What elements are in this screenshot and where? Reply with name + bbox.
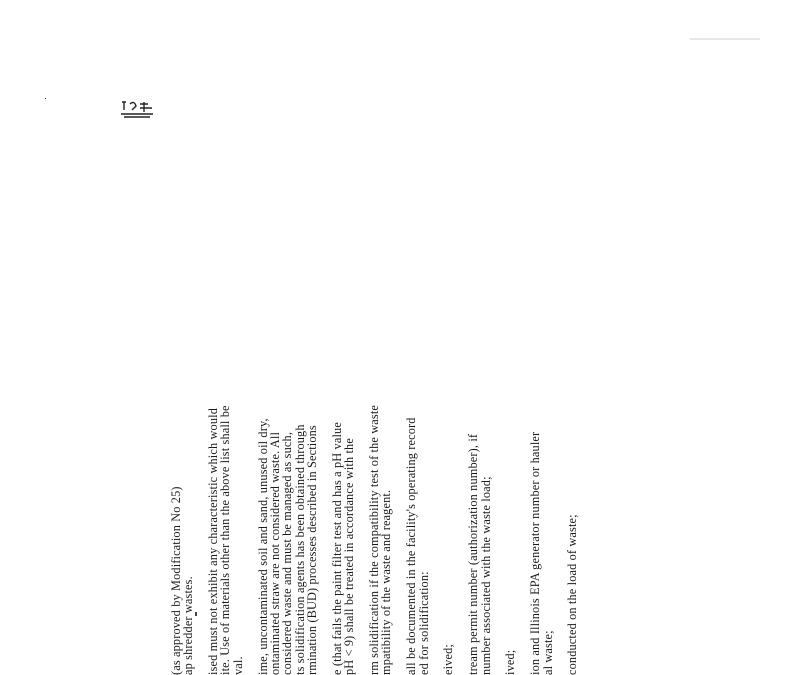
text-line: rm solidification if the compatibility test of the waste [367, 405, 382, 675]
paragraph-gap [157, 155, 169, 675]
text-line: al waste; [540, 630, 555, 675]
text-line: tream permit number (authorization number), if [466, 433, 481, 675]
text-line: ts solidification agents has been obtained through [292, 424, 307, 675]
text-line: ed for solidification: [416, 571, 431, 675]
text-line: ontaminated straw are not considered waste. All [267, 431, 282, 675]
text-line: ite. Use of materials other than the above list shall be [218, 405, 233, 675]
text-line: ised must not exhibit any characteristic which would [205, 408, 220, 675]
scan-edge-line [690, 38, 760, 40]
text-line: ived; [503, 649, 518, 675]
scan-speck [45, 98, 46, 99]
text-line: conducted on the load of waste; [565, 514, 580, 675]
text-line [145, 155, 157, 675]
text-line: pH < 9) shall be treated in accordance with the [342, 438, 357, 675]
paragraph-gap [492, 155, 504, 675]
text-line: val. [230, 656, 245, 675]
page-stamp-mark [118, 100, 156, 120]
paragraph-gap [244, 155, 256, 675]
text-line: eived; [441, 644, 456, 675]
text-line: ime, uncontaminated soil and sand, unused oil dry, [255, 418, 270, 675]
paragraph-gap [430, 155, 442, 675]
paragraph-gap [318, 155, 330, 675]
text-line: ap shredder wastes. [181, 576, 196, 675]
text-line: number associated with the waste load; [478, 476, 493, 675]
text-line: (as approved by Modification No 25) [168, 486, 183, 675]
text-line: all be documented in the facility's operating record [404, 417, 419, 675]
text-line: mpatibility of the waste and reagent. [379, 489, 394, 675]
rotated-text-block [145, 155, 579, 675]
text-line: ion and Illinois EPA generator number or hauler [528, 431, 543, 675]
text-line: considered waste and must be managed as such, [280, 431, 295, 675]
text-line: rmination (BUD) processes described in Sections [305, 425, 320, 675]
text-line: e (that fails the paint filter test and has a pH value [329, 422, 344, 675]
